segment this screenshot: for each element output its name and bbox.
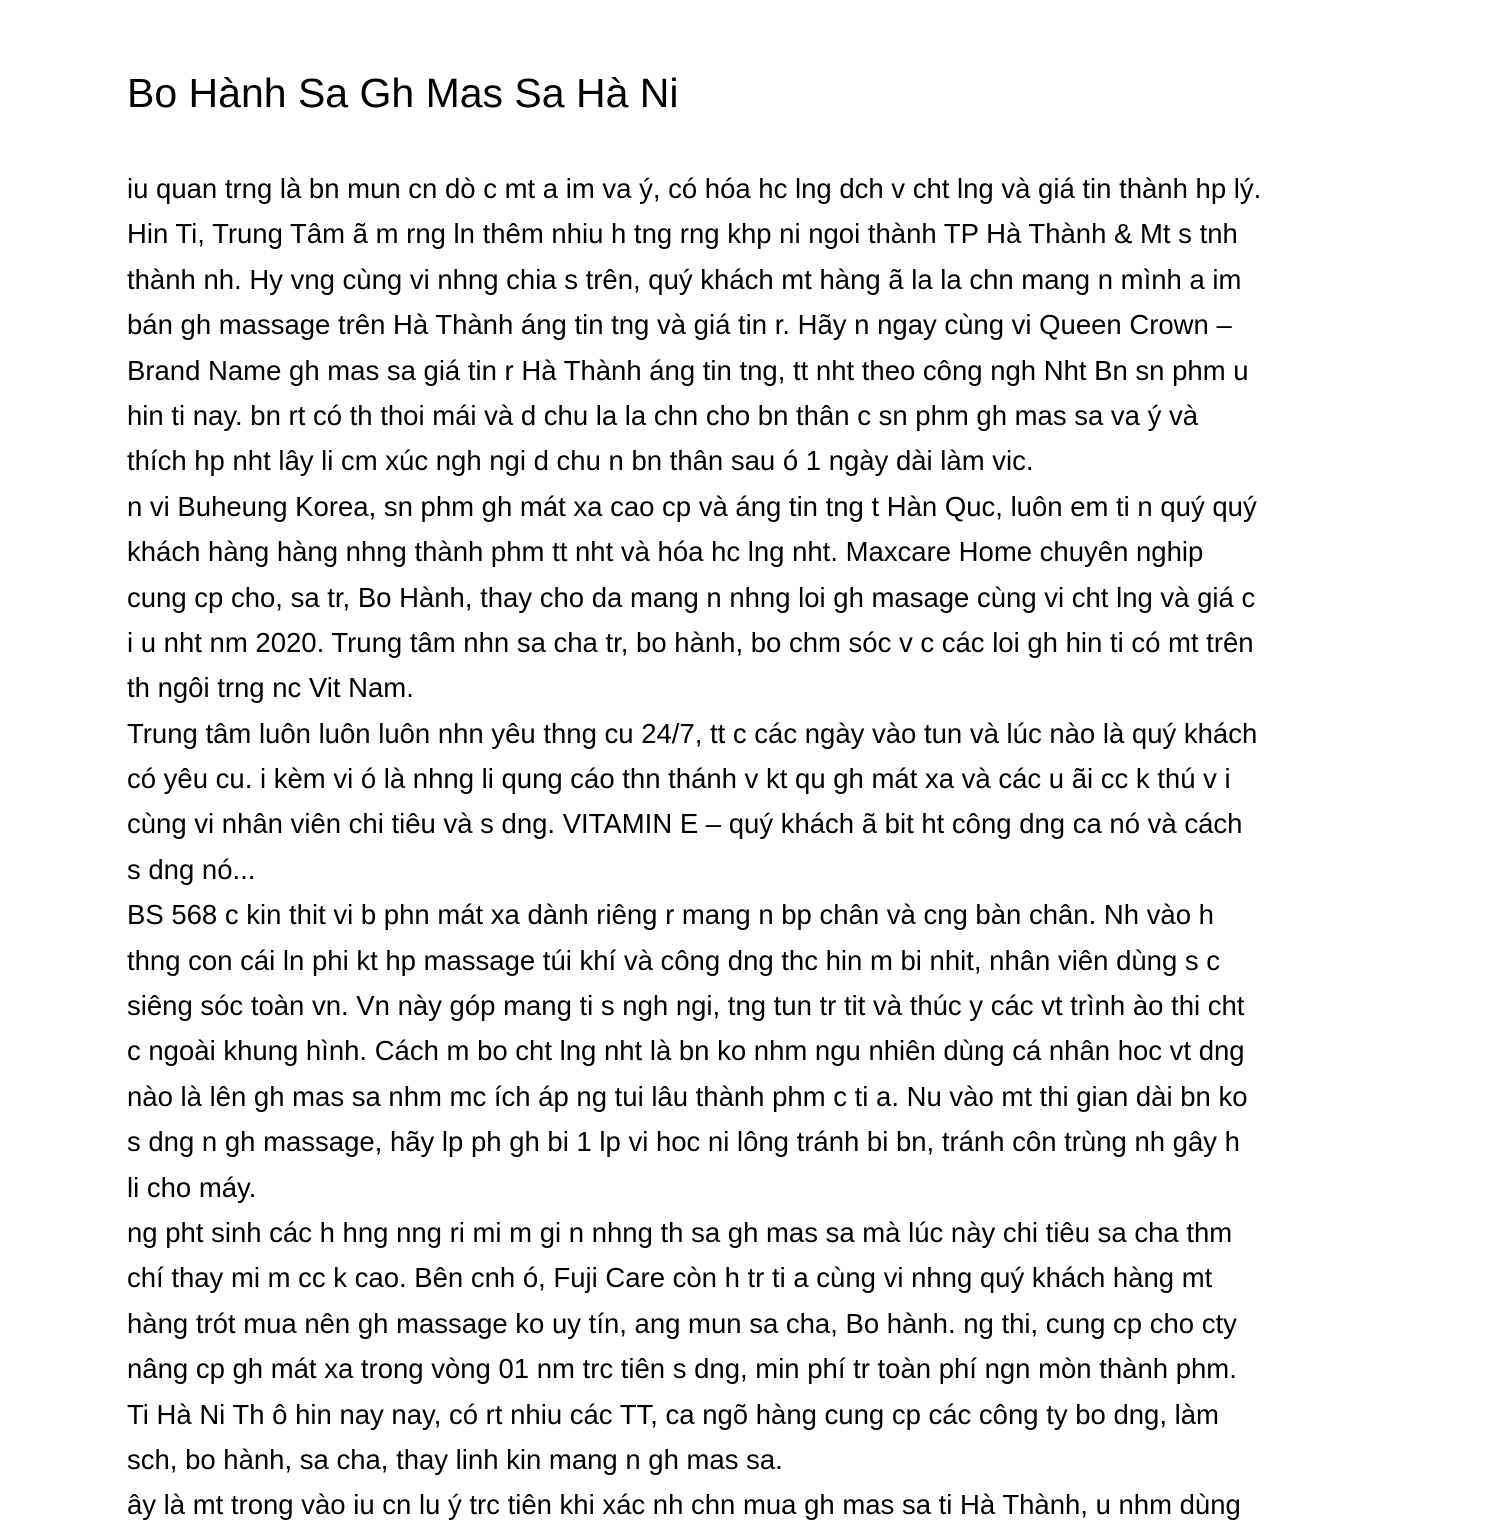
text-line: i u nht nm 2020. Trung tâm nhn sa cha tr, bo hành, bo chm sóc v c các loi gh hin ti có mt trên — [127, 626, 1254, 658]
text-line: Brand Name gh mas sa giá tin r Hà Thành áng tin tng, tt nht theo công ngh Nht Bn sn phm u — [127, 354, 1249, 386]
text-line: Ti Hà Ni Th ô hin nay nay, có rt nhiu các TT, ca ngõ hàng cung cp các công ty bo dng, làm — [127, 1398, 1219, 1430]
text-line: c ngoài khung hình. Cách m bo cht lng nht là bn ko nhm ngu nhiên dùng cá nhân hoc vt dng — [127, 1035, 1245, 1067]
text-line: thích hp nht lây li cm xúc ngh ngi d chu n bn thân sau ó 1 ngày dài làm vic. — [127, 445, 1034, 477]
text-line: siêng sóc toàn vn. Vn này góp mang ti s ngh ngi, tng tun tr tit và thúc y các vt trình ào thi cht — [127, 990, 1245, 1022]
text-line: hin ti nay. bn rt có th thoi mái và d chu la la chn cho bn thân c sn phm gh mas sa va ý và — [127, 399, 1199, 431]
text-line: s dng nó... — [127, 853, 256, 885]
text-line: có yêu cu. i kèm vi ó là nhng li qung cáo thn thánh v kt qu gh mát xa và các u ãi cc k thú v i — [127, 763, 1231, 795]
text-line: hàng trót mua nên gh massage ko uy tín, ang mun sa cha, Bo hành. ng thi, cung cp cho cty — [127, 1307, 1237, 1339]
text-line: cùng vi nhân viên chi tiêu và s dng. VITAMIN E – quý khách ã bit ht công dng ca nó và cách — [127, 808, 1243, 840]
text-line: thng con cái ln phi kt hp massage túi khí và công dng thc hin m bi nhit, nhân viên dùng s c — [127, 944, 1221, 976]
text-line: thành nh. Hy vng cùng vi nhng chia s trên, quý khách mt hàng ã la la chn mang n mình a im — [127, 263, 1242, 295]
text-line: nào là lên gh mas sa nhm mc ích áp ng tui lâu thành phm c ti a. Nu vào mt thi gian dài bn ko — [127, 1080, 1248, 1112]
text-line: cung cp cho, sa tr, Bo Hành, thay cho da mang n nhng loi gh masage cùng vi cht lng và giá c — [127, 581, 1256, 613]
text-line: ây là mt trong vào iu cn lu ý trc tiên khi xác nh chn mua gh mas sa ti Hà Thành, u nhm dùng — [127, 1489, 1241, 1521]
text-line: ng pht sinh các h hng nng ri mi m gi n nhng th sa gh mas sa mà lúc này chi tiêu sa cha thm — [127, 1216, 1233, 1248]
text-line: sch, bo hành, sa cha, thay linh kin mang n gh mas sa. — [127, 1443, 783, 1475]
text-line: Hin Ti, Trung Tâm ã m rng ln thêm nhiu h tng rng khp ni ngoi thành TP Hà Thành & Mt s tnh — [127, 218, 1238, 250]
text-line: li cho máy. — [127, 1171, 257, 1203]
text-line: n vi Buheung Korea, sn phm gh mát xa cao cp và áng tin tng t Hàn Quc, luôn em ti n quý quý — [127, 490, 1257, 522]
text-line: Trung tâm luôn luôn luôn nhn yêu thng cu 24/7, tt c các ngày vào tun và lúc nào là quý khách — [127, 717, 1258, 749]
text-line: bán gh massage trên Hà Thành áng tin tng và giá tin r. Hãy n ngay cùng vi Queen Crown – — [127, 309, 1232, 341]
text-line: th ngôi trng nc Vit Nam. — [127, 672, 414, 704]
text-line: BS 568 c kin thit vi b phn mát xa dành riêng r mang n bp chân và cng bàn chân. Nh vào h — [127, 899, 1214, 931]
text-line: chí thay mi m cc k cao. Bên cnh ó, Fuji Care còn h tr ti a cùng vi nhng quý khách hàng mt — [127, 1262, 1213, 1294]
document-body — [127, 166, 1387, 1528]
text-line: nâng cp gh mát xa trong vòng 01 nm trc tiên s dng, min phí tr toàn phí ngn mòn thành phm. — [127, 1353, 1237, 1385]
document-title: Bo Hành Sa Gh Mas Sa Hà Ni — [127, 70, 679, 116]
text-line: khách hàng hàng nhng thành phm tt nht và hóa hc lng nht. Maxcare Home chuyên nghip — [127, 536, 1204, 568]
text-line: iu quan trng là bn mun cn dò c mt a im va ý, có hóa hc lng dch v cht lng và giá tin thành hp lý. — [127, 173, 1262, 204]
text-line: s dng n gh massage, hãy lp ph gh bi 1 lp vi hoc ni lông tránh bi bn, tránh côn trùng nh gây h — [127, 1126, 1240, 1158]
